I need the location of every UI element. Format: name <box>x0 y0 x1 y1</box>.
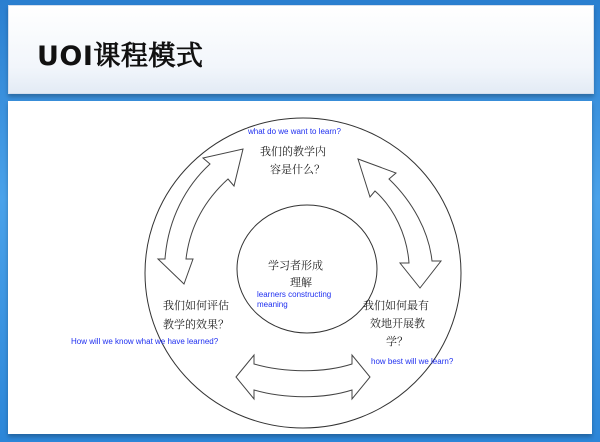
slide-content <box>8 101 592 434</box>
question-right: how best will we learn? <box>371 357 454 366</box>
question-left: How will we know what we have learned? <box>71 337 219 346</box>
center-text-line1: 学习者形成 <box>268 259 323 272</box>
right-text-line2: 效地开展教 <box>370 317 425 330</box>
right-text-line3: 学？ <box>386 335 408 348</box>
right-text-line1: 我们如何最有 <box>363 299 429 312</box>
uoi-cycle-diagram <box>8 101 592 434</box>
slide-title: UOI课程模式 <box>37 41 204 72</box>
left-cycle-arrow <box>158 149 243 284</box>
center-text-line2: 理解 <box>290 276 312 289</box>
left-text-line1: 我们如何评估 <box>163 299 229 312</box>
top-text-line2: 容是什么？ <box>270 163 325 176</box>
top-text-line1: 我们的教学内 <box>260 145 326 158</box>
title-bar <box>8 5 594 94</box>
center-en-line2: meaning <box>257 300 288 309</box>
bottom-cycle-arrow <box>236 355 370 399</box>
left-text-line2: 教学的效果？ <box>163 318 229 331</box>
center-en-line1: learners constructing <box>257 290 332 299</box>
question-top: what do we want to learn? <box>248 127 341 136</box>
